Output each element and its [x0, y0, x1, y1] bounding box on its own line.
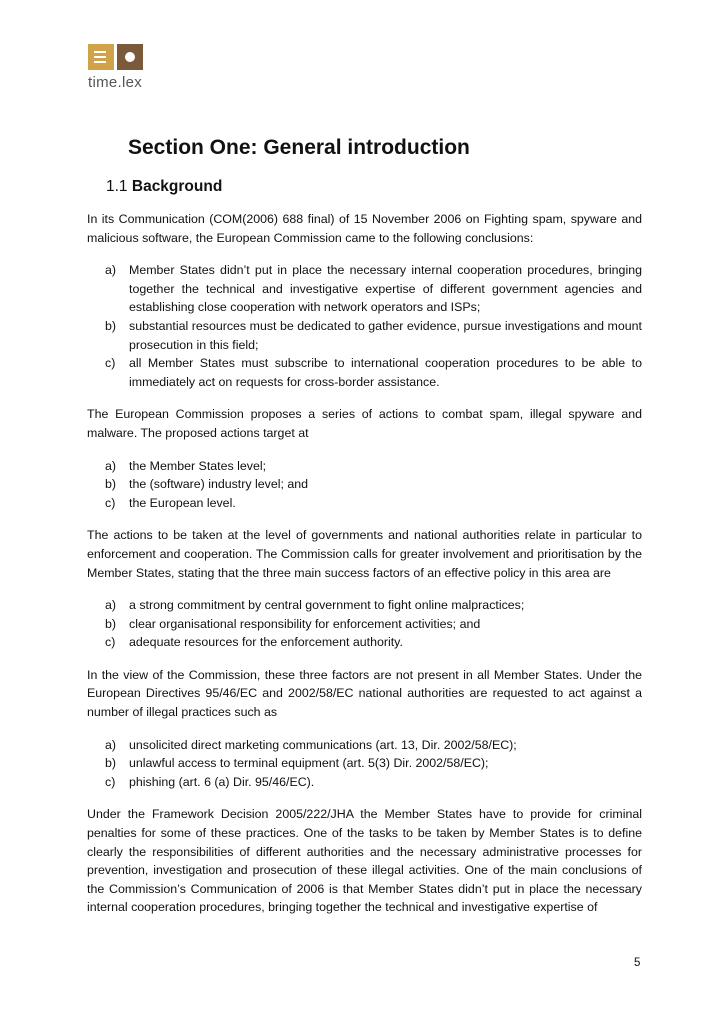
- list-item-text: Member States didn’t put in place the necessary internal cooperation procedures, bringing together the technical and investigative expertise of different government agencies and establishing close cooperation with network operators and ISPs;: [129, 263, 642, 315]
- logo-text: time.lex: [88, 74, 143, 91]
- logo-mark: [88, 44, 160, 70]
- success-factors-list: [87, 596, 642, 652]
- list-item: [105, 633, 642, 652]
- paragraph: The European Commission proposes a series of actions to combat spam, illegal spyware and malware. The proposed actions target at: [87, 407, 642, 440]
- list-item-text: the Member States level;: [129, 458, 267, 473]
- list-item: [105, 317, 642, 354]
- list-marker: a): [105, 458, 117, 473]
- list-item: [105, 475, 642, 494]
- paragraph: Under the Framework Decision 2005/222/JHA the Member States have to provide for criminal penalties for some of these practices. One of the tasks to be taken by Member States is to define clearly the responsibilities of different authorities and the necessary administrative processes for prevention, investigation and prosecution of these illegal activities. One of the main conclusions of the Commission’s Communication of 2006 is that Member States didn’t put in place the necessary internal cooperation procedures, bringing together the technical and investigative expertise of: [87, 807, 642, 915]
- list-marker: a): [105, 263, 117, 278]
- list-item: [105, 773, 642, 792]
- target-levels-list: [87, 457, 642, 513]
- list-item-text: a strong commitment by central government to fight online malpractices;: [129, 598, 525, 613]
- logo-lines-icon: [88, 44, 114, 70]
- paragraph: In the view of the Commission, these three factors are not present in all Member States. Under the European Directives 95/46/EC and 2002/58/EC national authorities are requested to act against a number of illegal practices such as: [87, 667, 642, 720]
- list-item: [105, 754, 642, 773]
- list-item: [105, 261, 642, 317]
- subsection-title: Background: [131, 178, 223, 195]
- list-marker: b): [105, 756, 117, 771]
- logo-dot-icon: [117, 44, 143, 70]
- list-marker: b): [105, 318, 117, 333]
- list-item-text: phishing (art. 6 (a) Dir. 95/46/EC).: [129, 774, 315, 789]
- subsection-number: 1.1: [106, 178, 128, 195]
- list-item-text: adequate resources for the enforcement authority.: [129, 635, 403, 650]
- list-marker: c): [105, 356, 116, 371]
- list-item: [105, 494, 642, 513]
- list-marker: a): [105, 598, 117, 613]
- list-item-text: clear organisational responsibility for enforcement activities; and: [129, 616, 481, 631]
- list-marker: b): [105, 477, 117, 492]
- list-item: [105, 736, 642, 755]
- paragraph: The actions to be taken at the level of governments and national authorities relate in particular to enforcement and cooperation. The Commission calls for greater involvement and prioritisation by the Member States, stating that the three main success factors of an effective policy in this area are: [87, 528, 642, 580]
- page-number: 5: [634, 957, 641, 969]
- paragraph: In its Communication (COM(2006) 688 final) of 15 November 2006 on Fighting spam, spyware and malicious software, the European Commission came to the following conclusions:: [87, 212, 642, 245]
- list-item: [105, 615, 642, 634]
- list-item-text: the European level.: [129, 495, 236, 510]
- list-marker: c): [105, 495, 116, 510]
- company-logo: [88, 44, 160, 108]
- illegal-practices-list: [87, 736, 642, 792]
- list-marker: c): [105, 635, 116, 650]
- list-item: [105, 354, 642, 391]
- list-marker: a): [105, 737, 117, 752]
- list-item: [105, 457, 642, 476]
- section-title: Section One: General introduction: [128, 136, 470, 159]
- list-item-text: the (software) industry level; and: [129, 477, 309, 492]
- list-item-text: all Member States must subscribe to international cooperation procedures to be able to immediately act on requests for cross-border assistance.: [129, 356, 642, 389]
- list-marker: c): [105, 774, 116, 789]
- list-marker: b): [105, 616, 117, 631]
- conclusions-list: [87, 261, 642, 391]
- list-item-text: unlawful access to terminal equipment (art. 5(3) Dir. 2002/58/EC);: [129, 756, 489, 771]
- list-item-text: substantial resources must be dedicated to gather evidence, pursue investigations and mount prosecution in this field;: [129, 318, 642, 352]
- subsection-heading: [106, 178, 642, 196]
- list-item-text: unsolicited direct marketing communications (art. 13, Dir. 2002/58/EC);: [129, 737, 517, 752]
- document-body: [87, 136, 642, 931]
- list-item: [105, 596, 642, 615]
